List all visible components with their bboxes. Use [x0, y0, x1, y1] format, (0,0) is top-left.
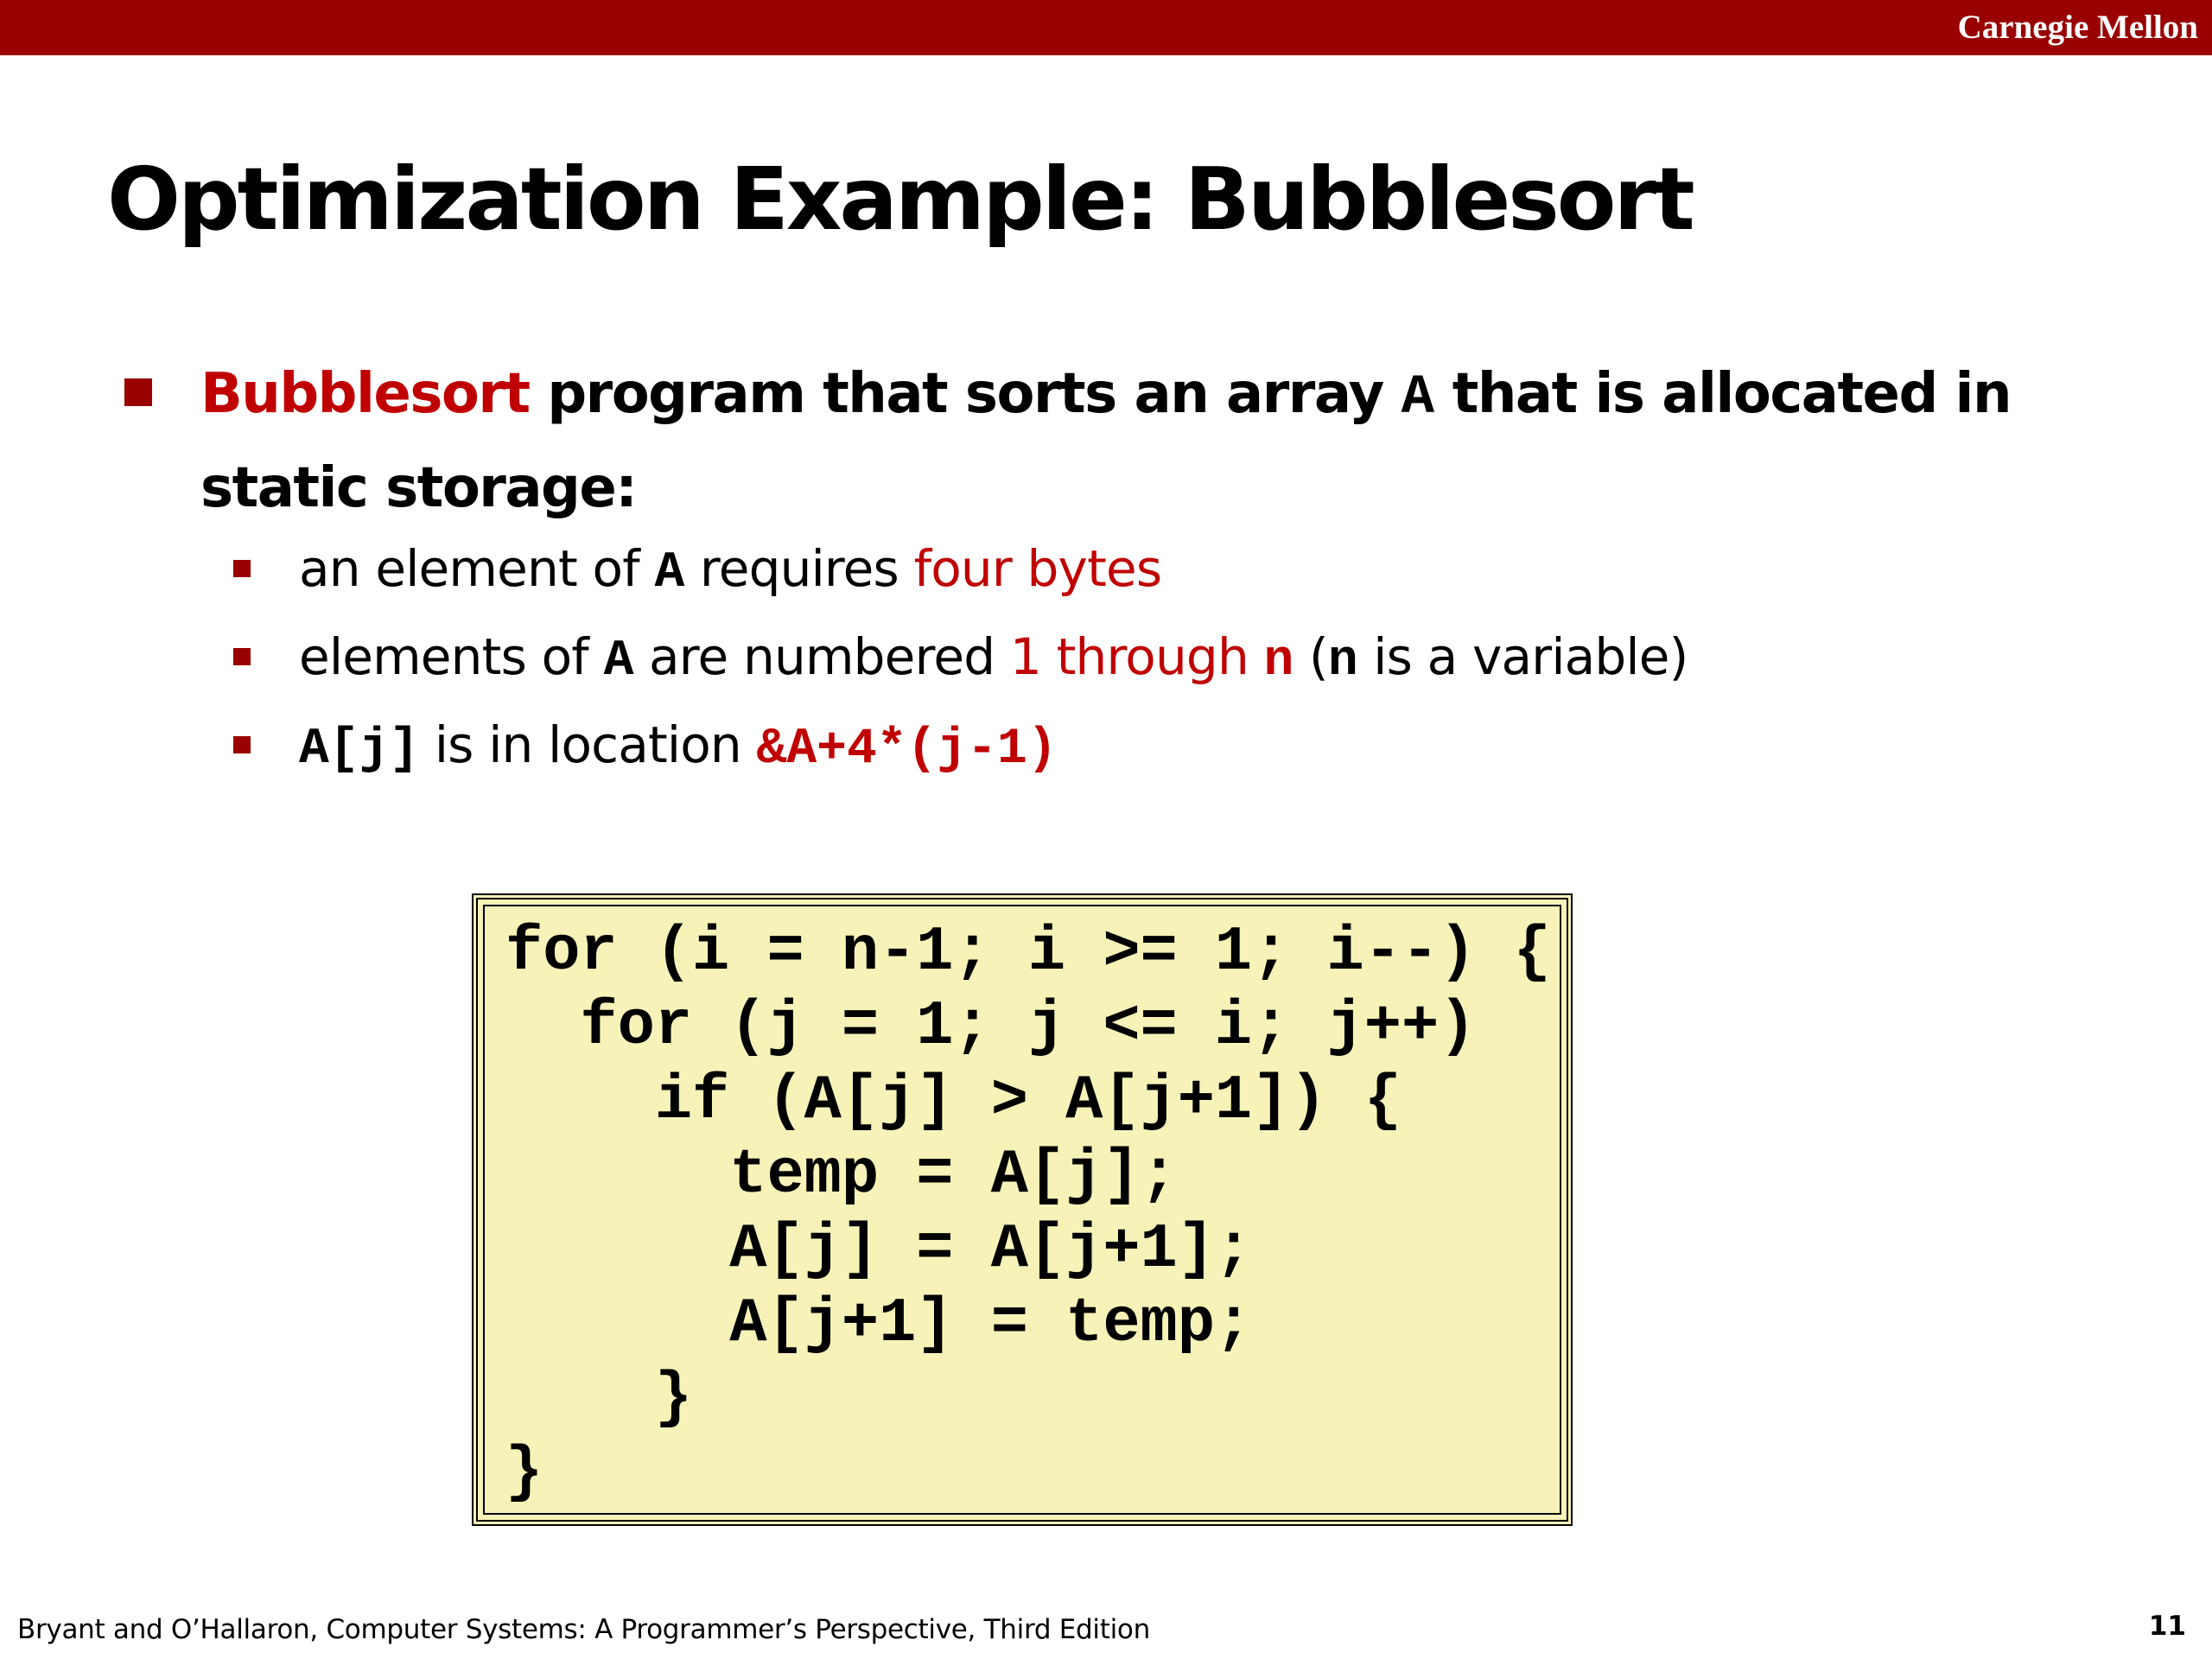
sub-bullet-marker [233, 560, 251, 577]
code-line: A[j] = A[j+1]; [505, 1214, 1253, 1285]
bullet-marker [124, 378, 152, 406]
code-line: temp = A[j]; [505, 1140, 1178, 1211]
address-formula-code: &A+4*(j-1) [756, 721, 1058, 778]
header-bar [0, 0, 2212, 55]
sub-text: is a variable) [1357, 627, 1688, 686]
sub-bullet-text [299, 710, 1058, 785]
bullet-text-part: program that sorts an array [529, 362, 1402, 426]
n-code: n [1327, 633, 1358, 690]
range-highlight: 1 through [1009, 627, 1264, 686]
bullet-text-part: that is allocated in static storage: [200, 362, 2012, 520]
array-code: A [1401, 367, 1434, 429]
code-line: for (j = 1; j <= i; j++) [505, 991, 1477, 1062]
org-name: Carnegie Mellon [1957, 9, 2198, 46]
sub-text: are numbered [633, 627, 1010, 686]
sub-text: requires [684, 539, 914, 598]
code-line: } [505, 1363, 693, 1433]
slide-title: Optimization Example: Bubblesort [107, 149, 1693, 250]
code-line: } [505, 1437, 543, 1508]
sub-text: is in location [419, 715, 757, 774]
sub-text: ( [1294, 627, 1328, 686]
array-code: A [654, 545, 685, 601]
sub-text: elements of [299, 627, 604, 686]
sub-bullet-marker [233, 736, 251, 753]
main-bullet-text [200, 349, 2136, 533]
sub-bullet-text [299, 534, 1161, 608]
sub-bullet-text [299, 622, 1688, 696]
n-highlight-code: n [1263, 633, 1294, 690]
code-line: for (i = n-1; i >= 1; i--) { [505, 917, 1551, 988]
code-block [472, 893, 1573, 1526]
page-number: 11 [2148, 1611, 2186, 1642]
array-code: A [603, 633, 634, 690]
code-line: A[j+1] = temp; [505, 1288, 1253, 1359]
sub-text: an element of [299, 539, 655, 598]
four-bytes-highlight: four bytes [913, 539, 1162, 598]
footer-citation: Bryant and O’Hallaron, Computer Systems: A Programmer’s Perspective, Third Edition [17, 1614, 1150, 1645]
sub-bullet-marker [233, 648, 251, 665]
bubblesort-highlight: Bubblesort [200, 362, 530, 426]
code-line: if (A[j] > A[j+1]) { [505, 1065, 1402, 1136]
element-code: A[j] [299, 721, 420, 778]
